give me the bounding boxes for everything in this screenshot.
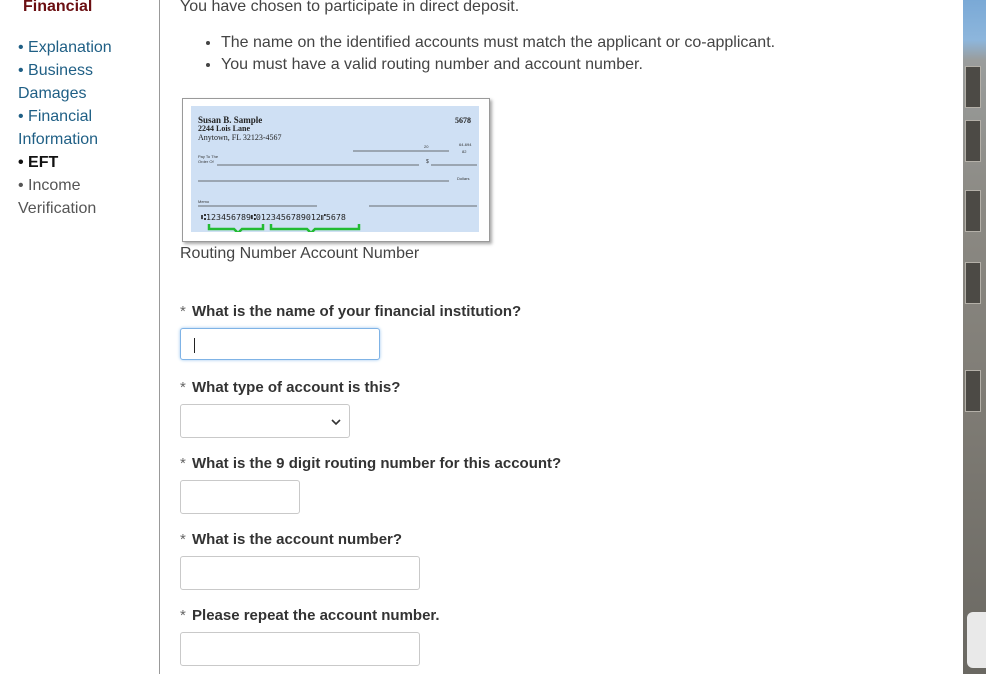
left-navigation <box>0 0 159 674</box>
routing-question <box>180 455 561 472</box>
account-type-label: What type of account is this? <box>192 379 401 396</box>
check-name: Susan B. Sample <box>198 115 263 125</box>
check-fraction-top: 64-694 <box>459 142 472 147</box>
chevron-down-icon <box>330 416 342 428</box>
check-drawing <box>191 106 479 232</box>
account-bracket <box>271 224 359 232</box>
dollar-sign: $ <box>426 159 429 165</box>
account-number-question <box>180 531 402 548</box>
account-type-question <box>180 379 400 396</box>
check-number: 5678 <box>455 116 471 125</box>
side-tab-handle[interactable] <box>967 612 986 668</box>
dollars-word: Dollars <box>457 176 470 181</box>
building-window <box>965 262 981 304</box>
building-window <box>965 120 981 162</box>
nav-item-eft: • EFT <box>18 154 59 171</box>
pay-to-label: Pay To The <box>198 154 219 159</box>
repeat-account-number-input[interactable] <box>180 632 420 666</box>
routing-label: What is the 9 digit routing number for this account? <box>192 455 562 472</box>
direct-deposit-intro: You have chosen to participate in direct deposit. <box>180 0 520 15</box>
nav-list <box>18 36 158 220</box>
building-window <box>965 66 981 108</box>
required-mark: * <box>180 531 186 548</box>
account-number-input[interactable] <box>180 556 420 590</box>
sample-check <box>191 106 479 232</box>
nav-item-income-verification: • Income Verification <box>18 177 97 217</box>
background-building-photo <box>963 0 986 674</box>
check-address: 2244 Lois Lane <box>198 124 251 133</box>
routing-bracket <box>209 224 263 232</box>
institution-label: What is the name of your financial institution? <box>192 303 522 320</box>
nav-item-business-damages[interactable]: • Business Damages <box>18 62 93 102</box>
required-mark: * <box>180 379 186 396</box>
main-content <box>180 0 960 674</box>
check-caption: Routing Number Account Number <box>180 245 420 262</box>
building-window <box>965 190 981 232</box>
requirement-item: • The name on the identified accounts must match the applicant or co-applicant. <box>221 32 775 54</box>
nav-item-explanation[interactable]: • Explanation <box>18 39 112 56</box>
routing-number-input[interactable] <box>180 480 300 514</box>
repeat-account-question <box>180 607 440 624</box>
nav-item-financial-information[interactable]: • Financial Information <box>18 108 99 148</box>
account-number-label: What is the account number? <box>192 531 403 548</box>
required-mark: * <box>180 455 186 472</box>
institution-question <box>180 303 521 320</box>
required-mark: * <box>180 303 186 320</box>
text-caret <box>194 338 195 353</box>
requirement-item: • You must have a valid routing number and account number. <box>221 54 775 76</box>
building-window <box>965 370 981 412</box>
check-date-mark: 20 <box>424 144 429 149</box>
institution-name-input[interactable] <box>180 328 380 360</box>
nav-divider <box>159 0 160 674</box>
account-type-select[interactable] <box>180 404 350 438</box>
nav-heading: Financial <box>23 0 93 15</box>
check-city: Anytown, FL 32123-4567 <box>198 133 282 142</box>
requirements-list <box>203 32 775 76</box>
required-mark: * <box>180 607 186 624</box>
memo-label: Memo <box>198 199 210 204</box>
check-fraction-bottom: 82 <box>462 149 467 154</box>
order-of-label: Order Of <box>198 159 214 164</box>
micr-line: ⑆123456789⑆0123456789012⑈5678 <box>201 212 346 222</box>
sample-check-image <box>182 98 490 242</box>
repeat-account-label: Please repeat the account number. <box>192 607 440 624</box>
